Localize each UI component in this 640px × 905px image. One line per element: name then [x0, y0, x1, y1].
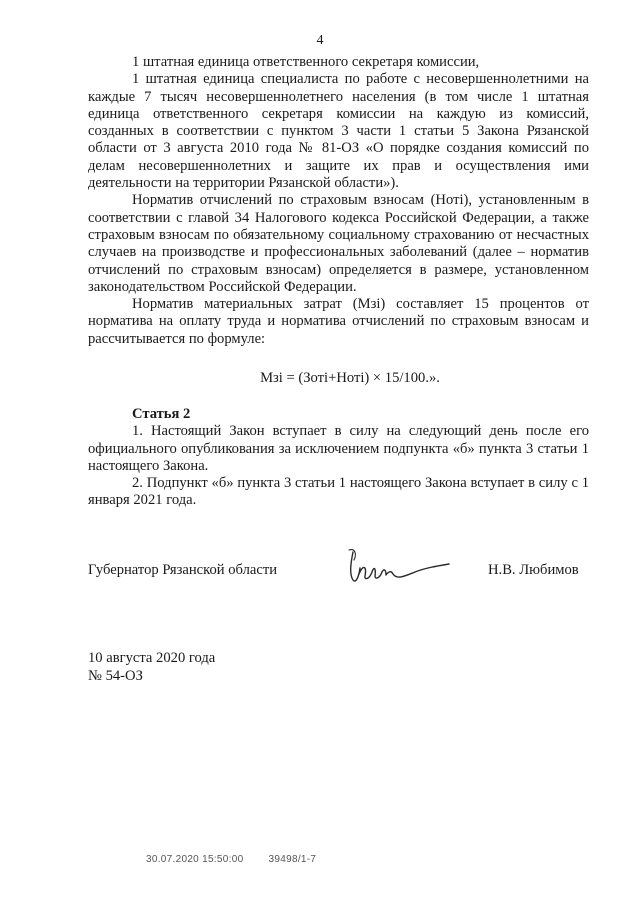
- body-text: [88, 54, 589, 348]
- page-number: 4: [316, 33, 324, 48]
- paragraph-insurance-norm: Норматив отчислений по страховым взносам (Нотi), установленным в соответствии с главой 34 Налогового кодекса Российской Федерации, а также страховым взносам по обязательному социальному страхованию от несчастных случаев на производстве и профессиональных заболеваний (далее – норматив отчислений по страховым взносам) определяется в размере, установленном законодательством Российской Федерации.: [88, 192, 589, 295]
- law-number: № 54-ОЗ: [88, 667, 143, 684]
- footer-timestamp: 30.07.2020 15:50:00: [146, 854, 244, 865]
- handwritten-signature: [345, 546, 453, 588]
- footer-stamp: [146, 854, 338, 866]
- signatory-name: Н.В. Любимов: [488, 562, 579, 578]
- paragraph-staff-specialist: 1 штатная единица специалиста по работе с несовершеннолетними на каждые 7 тысяч несовершеннолетнего населения (в том числе 1 штатная единица ответственного секретаря комиссии на каждую из комиссий, созданных в соответствии с пунктом 3 части 1 статьи 5 Закона Рязанской области от 3 августа 2010 года № 81-ОЗ «О порядке создания комиссий по делам несовершеннолетних и защите их прав и осуществления ими деятельности на территории Рязанской области»).: [88, 71, 589, 192]
- footer-code: 39498/1-7: [268, 854, 317, 865]
- date-block: [88, 650, 215, 685]
- article-item-2: 2. Подпункт «б» пункта 3 статьи 1 настоящего Закона вступает в силу с 1 января 2021 года.: [88, 475, 589, 509]
- article-2: [88, 406, 589, 510]
- article-item-1: 1. Настоящий Закон вступает в силу на следующий день после его официального опубликования за исключением подпункта «б» пункта 3 статьи 1 настоящего Закона.: [88, 423, 589, 474]
- article-heading: Статья 2: [132, 406, 191, 422]
- paragraph-staff-secretary: 1 штатная единица ответственного секретаря комиссии,: [132, 54, 480, 70]
- signatory-title: Губернатор Рязанской области: [88, 562, 278, 578]
- paragraph-material-costs: Норматив материальных затрат (Мзi) составляет 15 процентов от норматива на оплату труда и норматива отчислений по страховым взносам и рассчитывается по формуле:: [88, 296, 589, 347]
- law-date: 10 августа 2020 года: [88, 650, 216, 666]
- formula: Мзi = (Зотi+Нотi) × 15/100.».: [260, 370, 440, 386]
